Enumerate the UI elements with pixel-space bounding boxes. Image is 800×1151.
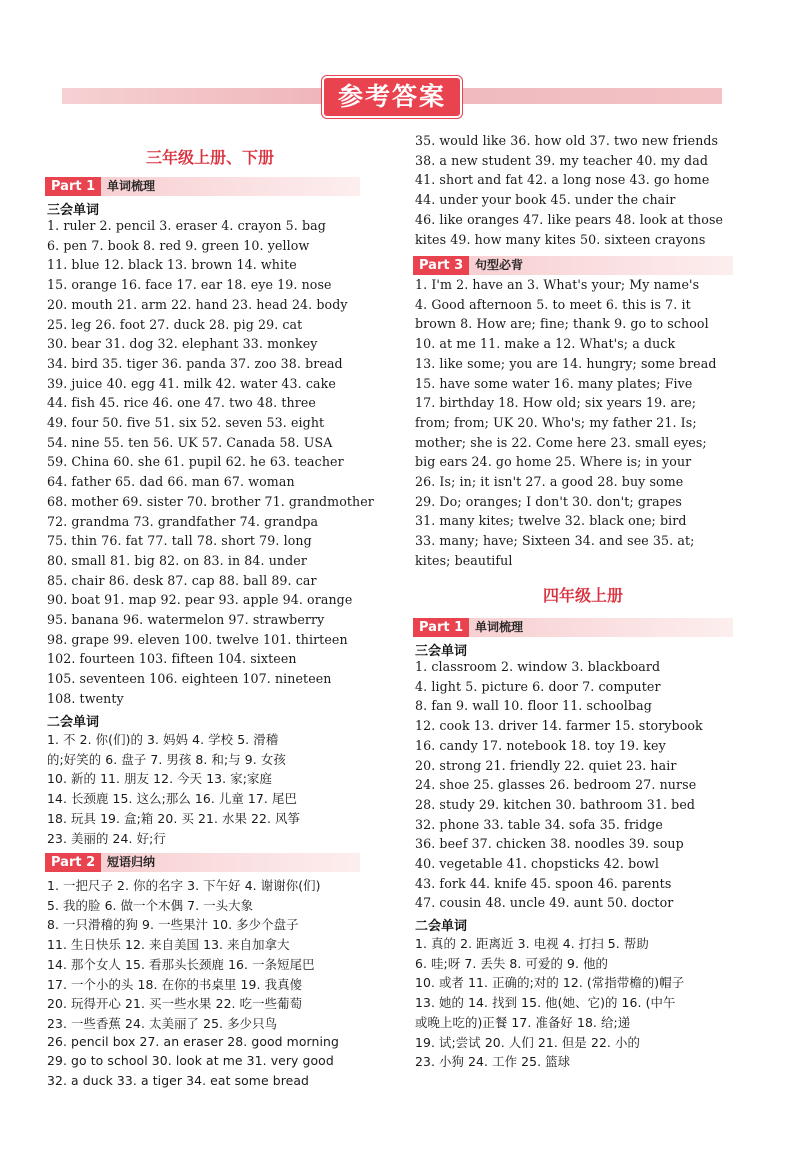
- text-line: 17. 一个小的头 18. 在你的书桌里 19. 我真傻: [47, 976, 303, 992]
- text-line: brown 8. How are; fine; thank 9. go to school: [415, 316, 709, 332]
- text-line: 105. seventeen 106. eighteen 107. nineteen: [47, 671, 332, 687]
- text-line: 11. blue 12. black 13. brown 14. white: [47, 257, 297, 273]
- text-line: 30. bear 31. dog 32. elephant 33. monkey: [47, 336, 318, 352]
- text-line: 24. shoe 25. glasses 26. bedroom 27. nurse: [415, 777, 697, 793]
- text-line: 1. ruler 2. pencil 3. eraser 4. crayon 5. bag: [47, 218, 326, 233]
- text-line: 32. a duck 33. a tiger 34. eat some bread: [47, 1073, 310, 1088]
- text-line: 29. Do; oranges; I don't 30. don't; grapes: [415, 493, 682, 509]
- text-line: 11. 生日快乐 12. 来自美国 13. 来自加拿大: [47, 937, 290, 953]
- text-line: 40. vegetable 41. chopsticks 42. bowl: [415, 856, 659, 871]
- text-line: 13. like some; you are 14. hungry; some bread: [415, 355, 717, 371]
- text-line: 33. many; have; Sixteen 34. and see 35. at;: [415, 533, 695, 549]
- text-line: 17. birthday 18. How old; six years 19. are;: [415, 395, 697, 411]
- text-line: 47. cousin 48. uncle 49. aunt 50. doctor: [415, 895, 674, 911]
- text-line: 46. like oranges 47. like pears 48. look at those: [415, 211, 724, 227]
- text-line: 32. phone 33. table 34. sofa 35. fridge: [415, 816, 663, 832]
- text-line: 14. 长颈鹿 15. 这么;那么 16. 儿童 17. 尾巴: [47, 791, 297, 807]
- text-line: 6. 哇;呀 7. 丢失 8. 可爱的 9. 他的: [415, 955, 609, 971]
- right-part3-bar: [413, 256, 733, 275]
- text-line: 49. four 50. five 51. six 52. seven 53. eight: [47, 415, 325, 430]
- page-title: 参考答案: [322, 76, 462, 118]
- text-line: 1. classroom 2. window 3. blackboard: [415, 659, 661, 674]
- right-sub1: 三会单词: [415, 644, 468, 659]
- left-part1-bar: [45, 177, 360, 196]
- text-line: 6. pen 7. book 8. red 9. green 10. yellow: [47, 237, 310, 253]
- text-line: mother; she is 22. Come here 23. small eyes;: [415, 434, 707, 450]
- text-line: 10. 或者 11. 正确的;对的 12. (常指带檐的)帽子: [415, 975, 685, 991]
- text-line: 72. grandma 73. grandfather 74. grandpa: [47, 513, 319, 529]
- text-line: 35. would like 36. how old 37. two new friends: [415, 133, 719, 148]
- text-line: kites 49. how many kites 50. sixteen crayons: [415, 231, 706, 247]
- text-line: 1. 一把尺子 2. 你的名字 3. 下午好 4. 谢谢你(们): [47, 878, 321, 893]
- text-line: 98. grape 99. eleven 100. twelve 101. thirteen: [47, 631, 348, 647]
- text-line: 8. fan 9. wall 10. floor 11. schoolbag: [415, 698, 652, 714]
- text-line: 5. 我的脸 6. 做一个木偶 7. 一头大象: [47, 897, 254, 913]
- text-line: 15. have some water 16. many plates; Five: [415, 375, 693, 391]
- left-part2-tag: Part 2: [45, 853, 101, 872]
- right-part1-tag: Part 1: [413, 618, 469, 637]
- left-part2-bar: [45, 853, 360, 872]
- text-line: 1. I'm 2. have an 3. What's your; My name's: [415, 277, 700, 292]
- text-line: 64. father 65. dad 66. man 67. woman: [47, 474, 295, 490]
- text-line: 12. cook 13. driver 14. farmer 15. storybook: [415, 718, 703, 734]
- text-line: 36. beef 37. chicken 38. noodles 39. soup: [415, 836, 684, 852]
- text-line: 29. go to school 30. look at me 31. very good: [47, 1053, 334, 1069]
- text-line: 39. juice 40. egg 41. milk 42. water 43. cake: [47, 375, 336, 391]
- left-sub2: 二会单词: [47, 715, 100, 730]
- left-part2-label: 短语归纳: [107, 855, 156, 869]
- text-line: 的;好笑的 6. 盘子 7. 男孩 8. 和;与 9. 女孩: [47, 751, 286, 767]
- text-line: 44. fish 45. rice 46. one 47. two 48. three: [47, 395, 316, 411]
- text-line: 26. Is; in; it isn't 27. a good 28. buy some: [415, 474, 684, 489]
- text-line: 23. 一些香蕉 24. 太美丽了 25. 多少只鸟: [47, 1015, 278, 1031]
- text-line: 10. 新的 11. 朋友 12. 今天 13. 家;家庭: [47, 771, 272, 787]
- right-part1-bar: [413, 618, 733, 637]
- text-line: 85. chair 86. desk 87. cap 88. ball 89. car: [47, 572, 317, 588]
- text-line: 10. at me 11. make a 12. What's; a duck: [415, 336, 676, 352]
- text-line: 1. 不 2. 你(们)的 3. 妈妈 4. 学校 5. 滑稽: [47, 732, 279, 747]
- text-line: 14. 那个女人 15. 看那头长颈鹿 16. 一条短尾巴: [47, 956, 315, 972]
- text-line: 95. banana 96. watermelon 97. strawberry: [47, 612, 325, 627]
- right-part3-tag: Part 3: [413, 256, 469, 275]
- text-line: 1. 真的 2. 距离近 3. 电视 4. 打扫 5. 帮助: [415, 936, 649, 951]
- text-line: 108. twenty: [47, 690, 124, 706]
- text-line: 44. under your book 45. under the chair: [415, 192, 676, 208]
- text-line: kites; beautiful: [415, 552, 513, 568]
- text-line: 15. orange 16. face 17. ear 18. eye 19. nose: [47, 277, 332, 293]
- right-part1-label: 单词梳理: [475, 620, 524, 634]
- right-section-title: 四年级上册: [542, 586, 623, 605]
- text-line: 18. 玩具 19. 盒;箱 20. 买 21. 水果 22. 风筝: [47, 810, 301, 826]
- text-line: 20. mouth 21. arm 22. hand 23. head 24. body: [47, 296, 348, 312]
- left-part1-tag: Part 1: [45, 177, 101, 196]
- text-line: 23. 小狗 24. 工作 25. 篮球: [415, 1054, 571, 1070]
- text-line: 68. mother 69. sister 70. brother 71. grandmother: [47, 493, 374, 509]
- text-line: 54. nine 55. ten 56. UK 57. Canada 58. USA: [47, 434, 333, 450]
- text-line: 20. strong 21. friendly 22. quiet 23. hair: [415, 757, 677, 773]
- text-line: 102. fourteen 103. fifteen 104. sixteen: [47, 651, 297, 667]
- text-line: 13. 她的 14. 找到 15. 他(她、它)的 16. (中午: [415, 995, 676, 1011]
- right-part3-label: 句型必背: [475, 258, 524, 272]
- text-line: 59. China 60. she 61. pupil 62. he 63. teacher: [47, 454, 344, 470]
- text-line: 8. 一只滑稽的狗 9. 一些果汁 10. 多少个盘子: [47, 917, 299, 933]
- text-line: 4. Good afternoon 5. to meet 6. this is 7. it: [415, 296, 691, 312]
- text-line: 23. 美丽的 24. 好;行: [47, 830, 166, 846]
- text-line: 90. boat 91. map 92. pear 93. apple 94. orange: [47, 592, 353, 608]
- left-section-title: 三年级上册、下册: [145, 148, 274, 167]
- text-line: 31. many kites; twelve 32. black one; bird: [415, 513, 687, 529]
- text-line: from; from; UK 20. Who's; my father 21. Is;: [415, 414, 697, 430]
- text-line: 41. short and fat 42. a long nose 43. go home: [415, 172, 710, 188]
- text-line: 或晚上吃的)正餐 17. 准备好 18. 给;递: [415, 1014, 631, 1030]
- left-sub1: 三会单词: [47, 203, 100, 218]
- text-line: 19. 试;尝试 20. 人们 21. 但是 22. 小的: [415, 1034, 640, 1050]
- text-line: 38. a new student 39. my teacher 40. my dad: [415, 152, 708, 168]
- text-line: 26. pencil box 27. an eraser 28. good morning: [47, 1033, 339, 1049]
- text-line: 25. leg 26. foot 27. duck 28. pig 29. cat: [47, 316, 303, 332]
- left-part1-label: 单词梳理: [107, 179, 156, 193]
- text-line: 28. study 29. kitchen 30. bathroom 31. bed: [415, 796, 696, 812]
- text-line: 34. bird 35. tiger 36. panda 37. zoo 38. bread: [47, 355, 343, 371]
- text-line: 4. light 5. picture 6. door 7. computer: [415, 678, 661, 694]
- text-line: 80. small 81. big 82. on 83. in 84. under: [47, 552, 307, 568]
- right-sub2: 二会单词: [415, 919, 468, 934]
- text-line: 43. fork 44. knife 45. spoon 46. parents: [415, 875, 672, 891]
- text-line: 75. thin 76. fat 77. tall 78. short 79. long: [47, 533, 312, 549]
- text-line: big ears 24. go home 25. Where is; in your: [415, 454, 692, 470]
- text-line: 20. 玩得开心 21. 买一些水果 22. 吃一些葡萄: [47, 996, 303, 1012]
- text-line: 16. candy 17. notebook 18. toy 19. key: [415, 737, 666, 753]
